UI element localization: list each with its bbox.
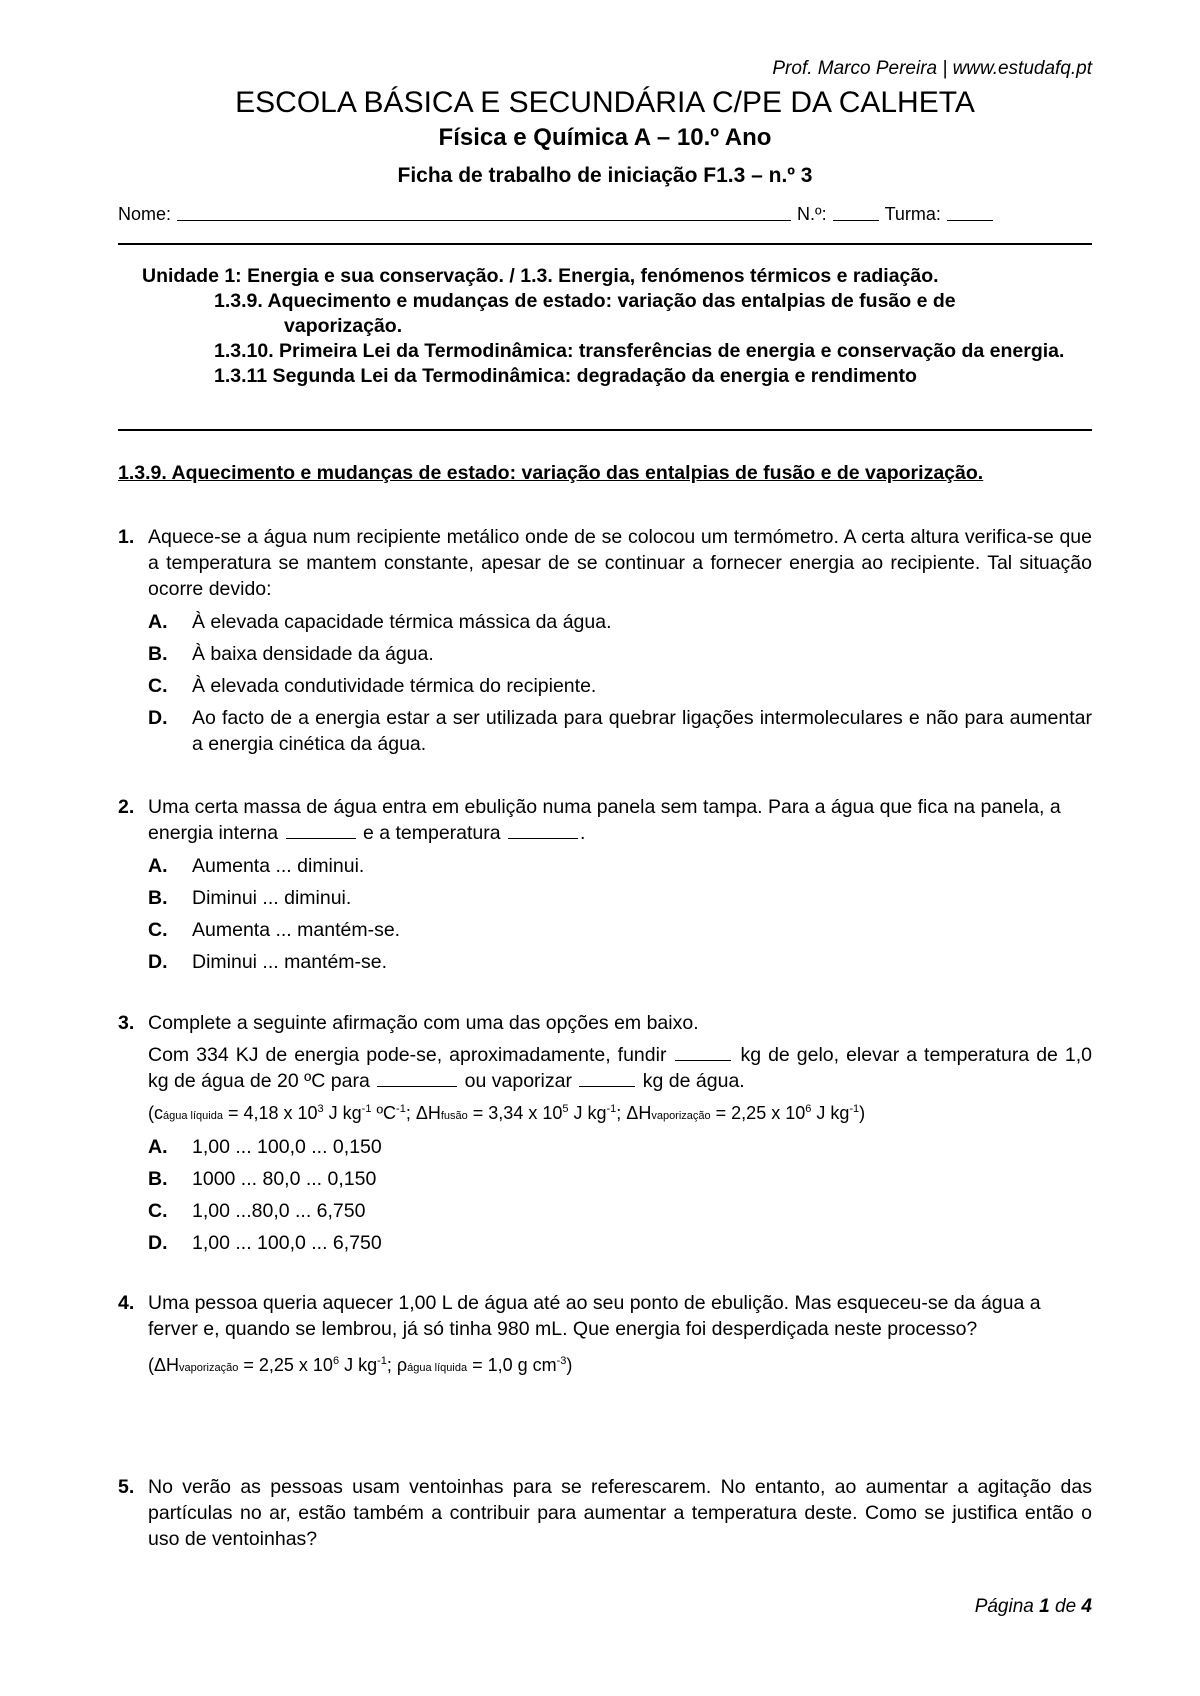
- exponent: -1: [361, 1103, 372, 1115]
- question-number: 3.: [118, 1012, 135, 1034]
- symbol-c: c: [154, 1103, 163, 1123]
- worksheet-title: Ficha de trabalho de iniciação F1.3 – n.º 3: [397, 164, 813, 187]
- author-credit: Prof. Marco Pereira | www.estudafq.pt: [772, 58, 1092, 79]
- option-a: [148, 1131, 1092, 1163]
- question-number: 1.: [118, 526, 135, 548]
- option-letter: D.: [148, 951, 168, 973]
- question-text-part-c: .: [580, 822, 586, 844]
- exponent: 3: [317, 1103, 324, 1115]
- subscript: vaporização: [179, 1362, 239, 1374]
- option-b: [148, 1163, 1092, 1195]
- option-b: [148, 638, 1092, 670]
- exponent: 6: [805, 1103, 812, 1115]
- page-footer: [975, 1596, 1092, 1618]
- option-letter: C.: [148, 919, 168, 941]
- unit: J kg: [811, 1103, 850, 1123]
- question-1: [118, 524, 1092, 757]
- name-blank: [177, 204, 791, 221]
- option-d: [148, 702, 1092, 757]
- exponent: -3: [556, 1355, 567, 1367]
- top-divider: [118, 243, 1092, 245]
- subscript: água líquida: [163, 1110, 223, 1122]
- option-b: [148, 882, 1092, 914]
- option-d: [148, 946, 1092, 978]
- given-constants: (cágua líquida = 4,18 x $10^3$ J $kg^{-1}$ ºC$^{-1}$; ΔHfusão = 3,34 x $10^5$ J $kg^{-1}$; ΔHvaporização = 2,25 x $10^6$ J $kg^{-1}$): [148, 1103, 866, 1123]
- exponent: -1: [849, 1103, 860, 1115]
- value: = 2,25 x 10: [238, 1355, 333, 1375]
- number-blank: [833, 204, 879, 221]
- option-a: [148, 850, 1092, 882]
- question-text-part-b: e a temperatura: [362, 822, 501, 844]
- option-letter: A.: [148, 611, 168, 633]
- page-total: 4: [1081, 1596, 1092, 1617]
- exponent: -1: [377, 1355, 387, 1367]
- option-text: Ao facto de a energia estar a ser utilizada para quebrar ligações intermoleculares e não para aumentar a energia cinética da água.: [192, 707, 1092, 755]
- given-constants: (ΔHvaporização = 2,25 x $10^6$ J $kg^{-1}$; ρágua líquida = 1,0 g $cm^{-3}$): [148, 1355, 573, 1375]
- worksheet-page: [118, 0, 1092, 1696]
- option-letter: A.: [148, 1136, 168, 1158]
- unit: ºC: [371, 1103, 397, 1123]
- option-text: À elevada condutividade térmica do recipiente.: [192, 675, 597, 697]
- statement-part-a: Com 334 KJ de energia pode-se, aproximadamente, fundir: [148, 1044, 667, 1066]
- answer-blank-2: [377, 1068, 457, 1087]
- of-word: de: [1055, 1596, 1077, 1617]
- option-a: [148, 606, 1092, 638]
- option-letter: D.: [148, 707, 168, 729]
- option-letter: C.: [148, 1200, 168, 1222]
- option-letter: B.: [148, 887, 168, 909]
- option-text: Aumenta ... mantém-se.: [192, 919, 401, 941]
- student-info-line: [118, 204, 1092, 225]
- option-c: [148, 914, 1092, 946]
- symbol-delta-h: ΔH: [154, 1355, 180, 1375]
- units-divider: [118, 429, 1092, 431]
- class-label: Turma:: [884, 204, 941, 224]
- question-number: 4.: [118, 1292, 135, 1314]
- option-text: 1,00 ...80,0 ... 6,750: [192, 1200, 366, 1222]
- section-title: 1.3.9. Aquecimento e mudanças de estado: variação das entalpias de fusão e de vaporização.: [118, 462, 984, 484]
- separator: ;: [616, 1103, 627, 1123]
- question-text: Aquece-se a água num recipiente metálico onde de se colocou um termómetro. A certa altura verifica-se que a temperatura se mantem constante, apesar de se continuar a fornecer energia ao recipiente. Tal situação ocorre devido:: [148, 526, 1092, 600]
- question-number: 2.: [118, 796, 135, 818]
- option-text: 1,00 ... 100,0 ... 6,750: [192, 1232, 382, 1254]
- value: = 3,34 x 10: [467, 1103, 563, 1123]
- subscript: água líquida: [407, 1362, 468, 1374]
- unit: J kg: [568, 1103, 607, 1123]
- question-2: [118, 794, 1092, 978]
- name-label: Nome:: [118, 204, 172, 224]
- subscript: vaporização: [651, 1110, 711, 1122]
- question-intro: Complete a seguinte afirmação com uma das opções em baixo.: [148, 1012, 699, 1034]
- option-text: 1000 ... 80,0 ... 0,150: [192, 1168, 377, 1190]
- class-blank: [947, 204, 993, 221]
- exponent: 6: [332, 1355, 340, 1367]
- option-letter: A.: [148, 855, 168, 877]
- page-number: 1: [1039, 1596, 1050, 1617]
- value: = 4,18 x 10: [222, 1103, 318, 1123]
- separator: ;: [386, 1355, 397, 1375]
- answer-blank-1: [675, 1042, 731, 1061]
- option-c: [148, 1195, 1092, 1227]
- question-text: [148, 794, 1092, 846]
- question-4: [118, 1290, 1092, 1383]
- question-3: [118, 1010, 1092, 1259]
- question-text: Uma pessoa queria aquecer 1,00 L de água até ao seu ponto de ebulição. Mas esqueceu-se da água a ferver e, quando se lembrou, já só tinha 980 mL. Que energia foi desperdiçada neste processo?: [148, 1292, 1041, 1340]
- option-letter: B.: [148, 643, 168, 665]
- option-letter: B.: [148, 1168, 168, 1190]
- question-number: 5.: [118, 1476, 135, 1498]
- statement-part-c: ou vaporizar: [464, 1070, 572, 1092]
- value: = 2,25 x 10: [710, 1103, 806, 1123]
- option-c: [148, 670, 1092, 702]
- option-d: [148, 1227, 1092, 1259]
- question-5: [118, 1474, 1092, 1552]
- answer-blank-2: [508, 820, 578, 839]
- statement-part-d: kg de água.: [642, 1070, 745, 1092]
- symbol-rho: ρ: [396, 1355, 408, 1375]
- unit-line-2: 1.3.9. Aquecimento e mudanças de estado: variação das entalpias de fusão e de vaporização.: [214, 290, 956, 337]
- answer-blank-1: [286, 820, 356, 839]
- statement-part-b: kg de gelo, elevar a temperatura de 1,0 kg de água de 20 ºC para: [148, 1044, 1093, 1092]
- option-text: À baixa densidade da água.: [192, 643, 434, 665]
- option-text: Diminui ... mantém-se.: [192, 951, 388, 973]
- school-name: ESCOLA BÁSICA E SECUNDÁRIA C/PE DA CALHETA: [235, 86, 975, 119]
- option-text: Aumenta ... diminui.: [192, 855, 365, 877]
- unit-line-4: 1.3.11 Segunda Lei da Termodinâmica: degradação da energia e rendimento: [214, 365, 917, 387]
- exponent: -1: [396, 1103, 406, 1115]
- symbol-delta-h: ΔH: [626, 1103, 652, 1123]
- unit: J kg: [339, 1355, 378, 1375]
- question-text-part-a: Uma certa massa de água entra em ebulição numa panela sem tampa. Para a água que fica na panela, a energia interna: [148, 796, 1061, 844]
- subscript: fusão: [440, 1110, 468, 1122]
- value: = 1,0 g cm: [467, 1355, 557, 1375]
- option-letter: C.: [148, 675, 168, 697]
- answer-blank-3: [579, 1068, 635, 1087]
- question-statement: [148, 1042, 1092, 1094]
- exponent: 5: [562, 1103, 569, 1115]
- option-letter: D.: [148, 1232, 168, 1254]
- unit: J kg: [323, 1103, 362, 1123]
- symbol-delta-h: ΔH: [415, 1103, 441, 1123]
- unit-line-1: Unidade 1: Energia e sua conservação. / 1.3. Energia, fenómenos térmicos e radiação.: [142, 265, 939, 287]
- unit-line-3: 1.3.10. Primeira Lei da Termodinâmica: transferências de energia e conservação da energia.: [214, 340, 1065, 362]
- option-text: 1,00 ... 100,0 ... 0,150: [192, 1136, 382, 1158]
- units-box: [142, 264, 1072, 389]
- exponent: -1: [606, 1103, 617, 1115]
- separator: ;: [405, 1103, 416, 1123]
- subject-title: Física e Química A – 10.º Ano: [438, 124, 772, 151]
- question-text: No verão as pessoas usam ventoinhas para se referescarem. No entanto, ao aumentar a agitação das partículas no ar, estão também a contribuir para aumentar a temperatura deste. Como se justifica então o uso de ventoinhas?: [148, 1476, 1092, 1550]
- option-text: Diminui ... diminui.: [192, 887, 352, 909]
- number-label: N.º:: [797, 204, 827, 224]
- page-word: Página: [974, 1596, 1034, 1617]
- option-text: À elevada capacidade térmica mássica da água.: [192, 611, 612, 633]
